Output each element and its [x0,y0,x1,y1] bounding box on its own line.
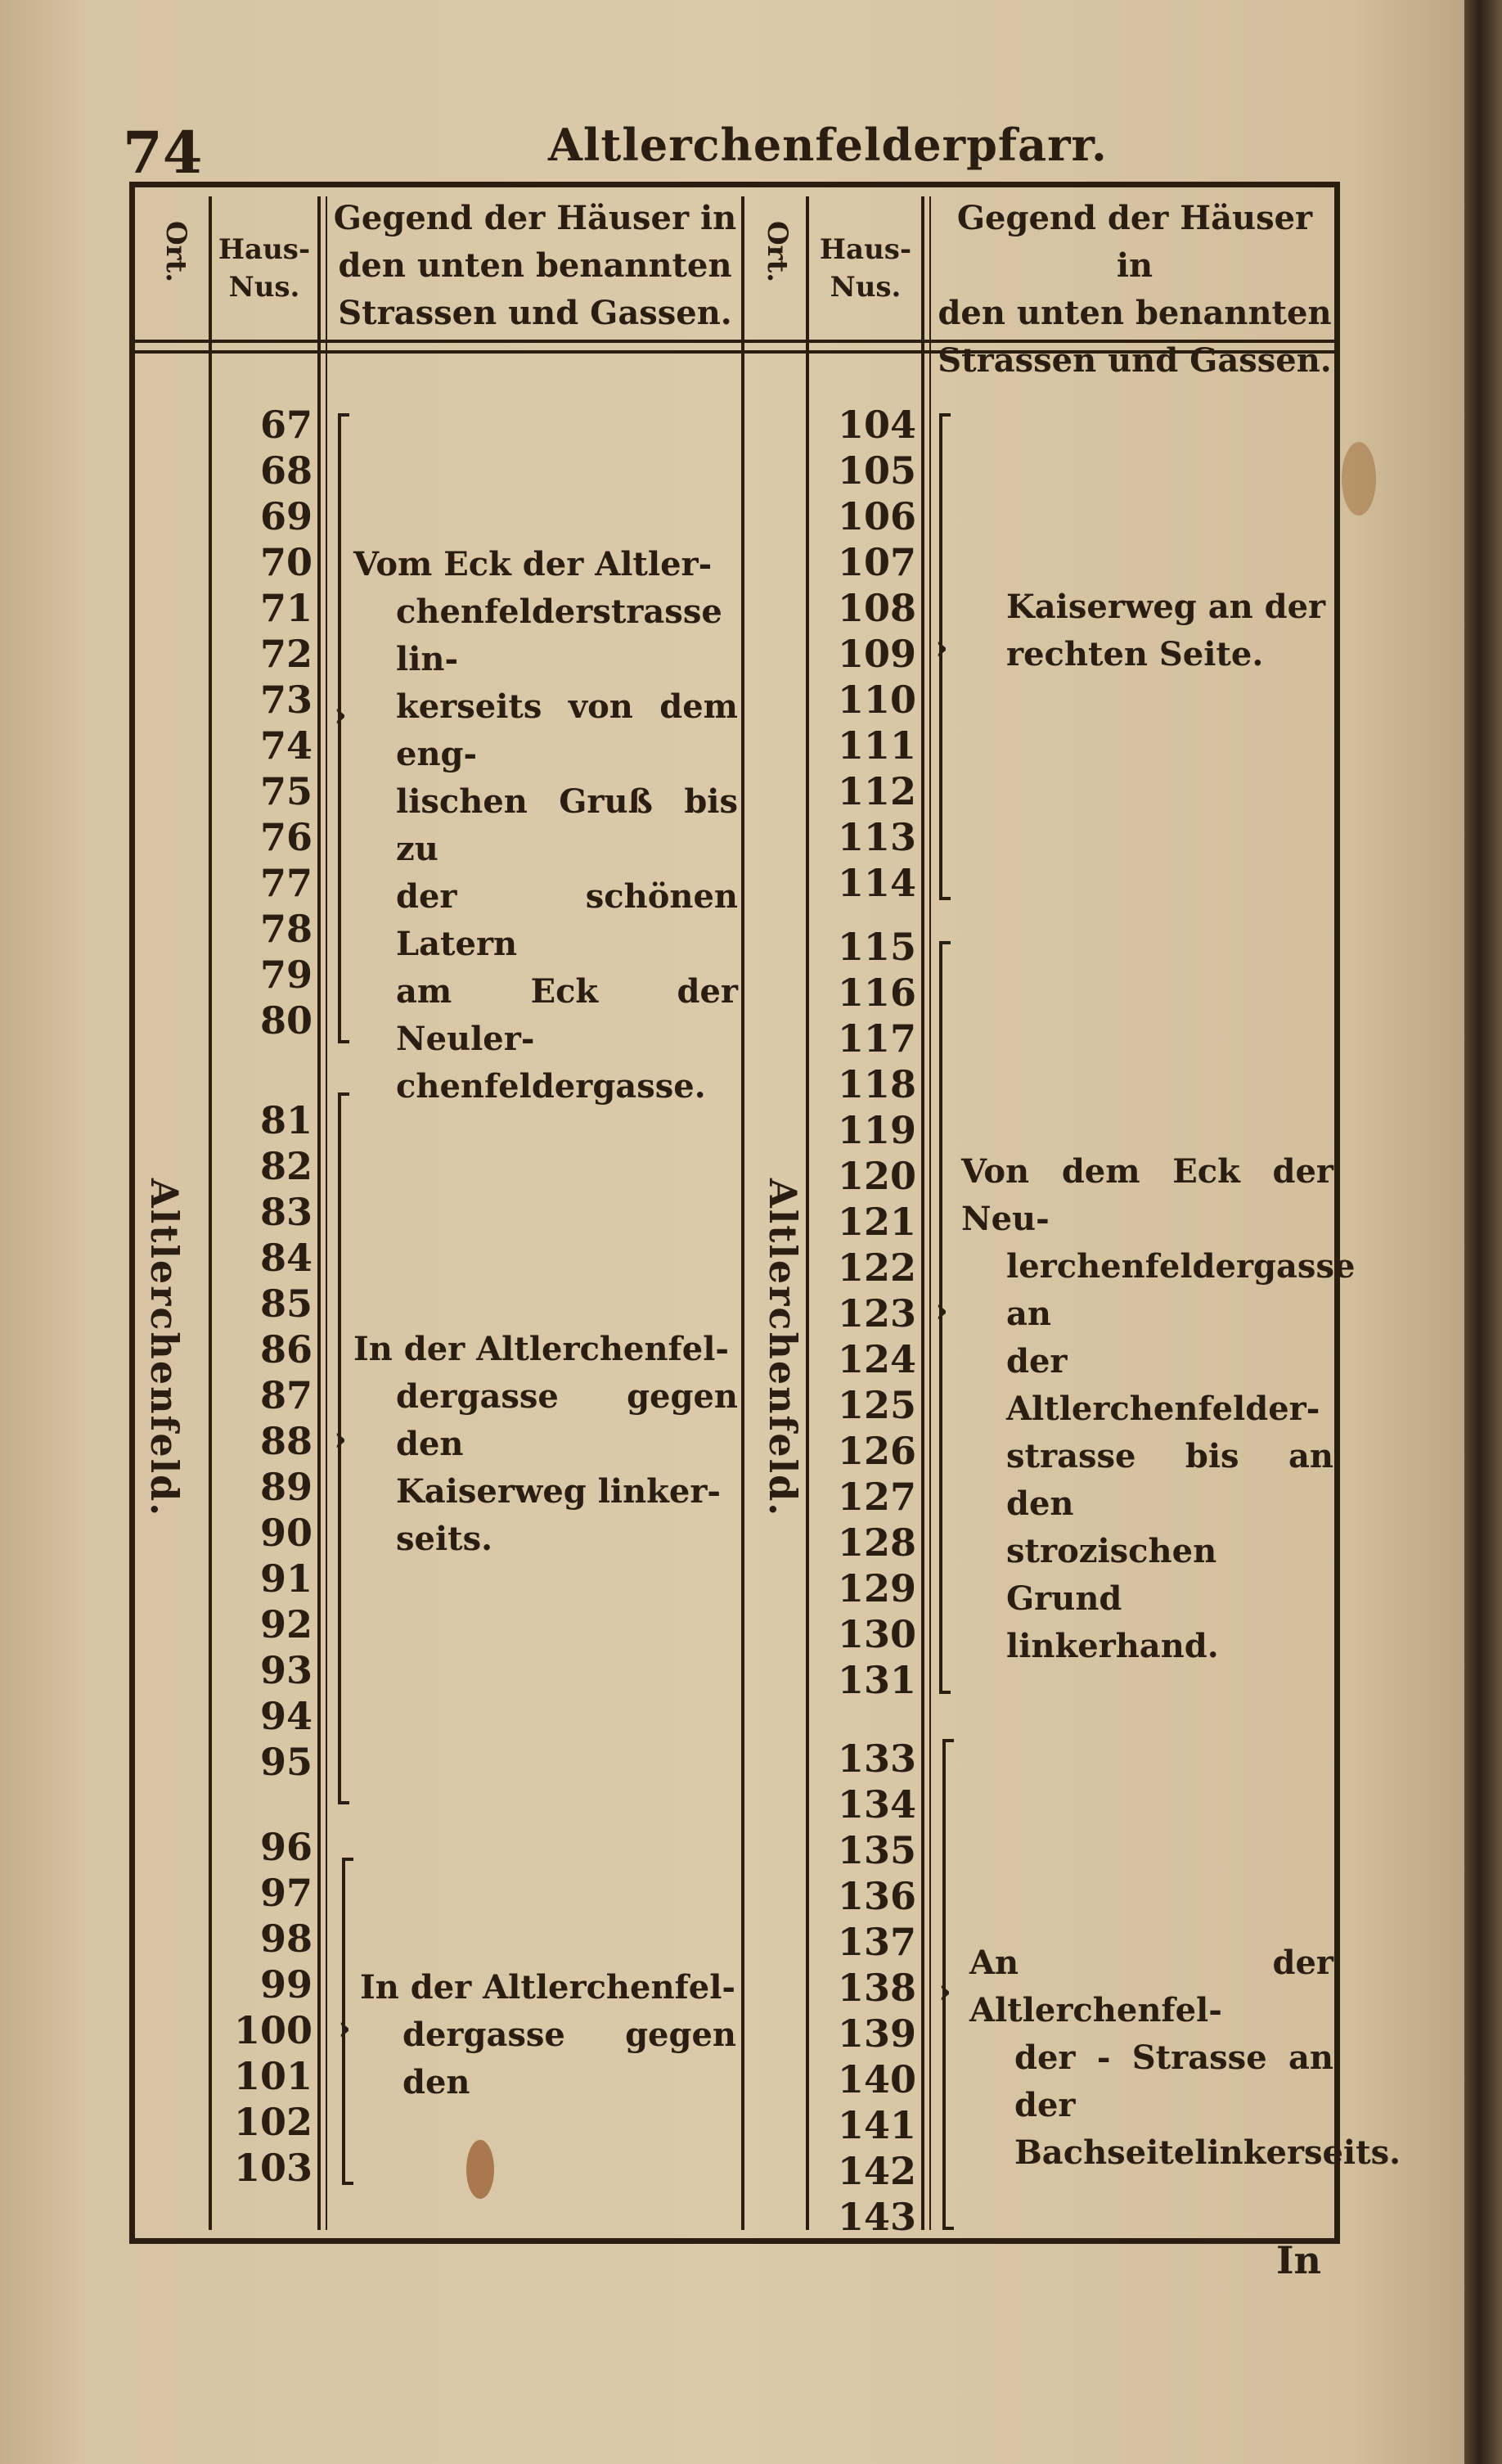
house-number-106: 106 [837,494,916,538]
house-number-143: 143 [837,2195,916,2239]
house-number-137: 137 [837,1920,916,1964]
house-number-139: 139 [837,2011,916,2056]
header-gegend-left [331,195,740,337]
house-number-67: 67 [259,403,313,447]
house-number-94: 94 [259,1694,313,1738]
house-number-140: 140 [837,2057,916,2101]
header-gegend-right [934,195,1335,385]
house-number-136: 136 [837,1874,916,1918]
desc-line: der schönen Latern [396,877,738,963]
brace-tip-left-3: › [338,2009,351,2047]
desc-line: Bachseitelinkerseits. [1014,2133,1401,2172]
house-number-101: 101 [233,2054,313,2098]
desc-line: In der Altlerchenfel- [360,1968,735,2007]
house-number-70: 70 [259,540,313,584]
desc-line: linkerhand. [1006,1627,1219,1665]
house-number-138: 138 [837,1966,916,2010]
house-number-114: 114 [837,861,916,905]
house-number-72: 72 [259,632,313,676]
col-divider-right-ort [806,196,809,2230]
house-number-110: 110 [837,678,916,722]
house-number-131: 131 [837,1658,916,1702]
house-number-104: 104 [837,403,916,447]
header-ort-left: Ort. [160,221,192,283]
house-number-91: 91 [259,1556,313,1601]
header-gegend-left-line3: Strassen und Gassen. [338,294,732,332]
house-number-79: 79 [259,953,313,997]
house-number-122: 122 [837,1246,916,1290]
house-number-73: 73 [259,678,313,722]
house-number-85: 85 [259,1282,313,1326]
house-number-109: 109 [837,632,916,676]
desc-line: lischen Gruß bis zu [396,782,738,868]
house-number-142: 142 [837,2149,916,2193]
house-number-134: 134 [837,1782,916,1827]
house-number-112: 112 [837,769,916,813]
desc-left-group-2 [353,1326,738,1563]
house-number-141: 141 [837,2103,916,2147]
desc-line: rechten Seite. [1006,635,1264,673]
desc-line: der Altlerchenfelder- [1006,1342,1320,1428]
brace-tip-left-1: › [334,696,347,734]
brace-tip-right-3: › [938,1972,951,2011]
desc-line: Kaiserweg an der [1006,588,1326,626]
header-nus-left-line1: Haus- [218,233,311,266]
house-number-95: 95 [259,1740,313,1784]
desc-left-group-3 [360,1964,736,2106]
house-number-120: 120 [837,1154,916,1198]
house-number-80: 80 [259,998,313,1043]
house-number-135: 135 [837,1828,916,1872]
house-number-126: 126 [837,1429,916,1473]
book-spine [1464,0,1502,2464]
desc-line: am Eck der Neuler- [396,972,738,1058]
col-divider-right-nus [921,196,924,2230]
house-number-103: 103 [233,2146,313,2190]
catchword: In [1276,2238,1321,2282]
house-number-111: 111 [837,723,916,768]
brace-tip-right-2: › [935,1291,948,1330]
col-divider-center [741,196,744,2230]
desc-line: dergasse gegen den [396,1377,738,1463]
desc-right-group-3 [969,1939,1401,2177]
house-number-74: 74 [259,723,313,768]
house-number-81: 81 [259,1098,313,1142]
header-nus-right-line2: Nus. [830,271,902,304]
house-number-89: 89 [259,1465,313,1509]
col-divider-left-nus-inner [326,196,327,2230]
house-number-97: 97 [259,1871,313,1915]
desc-line: strozischen Grund [1006,1532,1217,1618]
col-divider-left-ort [209,196,212,2230]
house-number-124: 124 [837,1337,916,1381]
desc-line: lerchenfeldergasse an [1006,1247,1356,1333]
house-number-75: 75 [259,769,313,813]
desc-line: chenfeldergasse. [396,1067,706,1106]
house-number-125: 125 [837,1383,916,1427]
desc-line: strasse bis an den [1006,1437,1333,1523]
house-number-107: 107 [837,540,916,584]
house-number-82: 82 [259,1144,313,1188]
page-number: 74 [123,119,203,187]
header-nus-left [214,231,314,306]
ink-stain-edge [1342,442,1376,516]
brace-tip-right-1: › [935,628,948,667]
desc-line: An der Altlerchenfel- [969,1944,1333,2029]
header-gegend-right-line2: den unten benannten [938,294,1332,332]
header-nus-left-line2: Nus. [228,271,300,304]
desc-line: chenfelderstrasse lin- [396,592,722,678]
desc-line: Vom Eck der Altler- [353,545,713,583]
house-number-100: 100 [233,2008,313,2052]
house-number-121: 121 [837,1200,916,1244]
house-number-117: 117 [837,1016,916,1061]
house-number-69: 69 [259,494,313,538]
header-gegend-right-line1: Gegend der Häuser in [956,199,1313,285]
house-number-98: 98 [259,1917,313,1961]
desc-right-group-2 [961,1148,1356,1670]
desc-line: kerseits von dem eng- [396,687,738,773]
house-number-99: 99 [259,1962,313,2007]
ort-right: Altlerchenfeld. [761,1178,805,1518]
col-divider-left-nus [317,196,321,2230]
desc-right-group-1 [1006,583,1333,678]
house-number-127: 127 [837,1475,916,1519]
desc-line: der - Strasse an der [1014,2038,1333,2124]
running-title: Altlerchenfelderpfarr. [548,119,1108,171]
house-number-108: 108 [837,586,916,630]
brace-tip-left-2: › [334,1420,347,1458]
house-number-86: 86 [259,1327,313,1372]
house-number-77: 77 [259,861,313,905]
house-number-116: 116 [837,971,916,1015]
house-number-133: 133 [837,1737,916,1781]
header-gegend-right-line3: Strassen und Gassen. [938,341,1332,380]
house-number-96: 96 [259,1825,313,1869]
house-number-76: 76 [259,815,313,859]
house-number-93: 93 [259,1648,313,1692]
house-number-92: 92 [259,1602,313,1646]
house-number-83: 83 [259,1190,313,1234]
house-number-118: 118 [837,1062,916,1106]
ort-left: Altlerchenfeld. [142,1178,187,1518]
house-number-105: 105 [837,448,916,493]
header-nus-right-line1: Haus- [819,233,912,266]
desc-line: Von dem Eck der Neu- [961,1152,1333,1238]
house-number-78: 78 [259,907,313,951]
house-number-102: 102 [233,2100,313,2144]
col-divider-right-nus-inner [929,196,931,2230]
desc-line: dergasse gegen den [402,2016,736,2101]
desc-left-group-1 [353,541,738,1110]
house-number-68: 68 [259,448,313,493]
desc-line: In der Altlerchenfel- [353,1330,729,1368]
desc-line: Kaiserweg linker- [396,1472,722,1511]
house-number-87: 87 [259,1373,313,1417]
header-ort-right: Ort. [761,221,794,283]
header-nus-right [812,231,920,306]
desc-line: seits. [396,1520,493,1558]
header-gegend-left-line2: den unten benannten [338,246,732,285]
house-number-88: 88 [259,1419,313,1463]
house-number-84: 84 [259,1236,313,1280]
house-number-115: 115 [837,925,916,969]
house-number-128: 128 [837,1520,916,1565]
house-number-71: 71 [259,586,313,630]
house-number-90: 90 [259,1511,313,1555]
house-number-129: 129 [837,1566,916,1610]
house-number-123: 123 [837,1291,916,1336]
house-number-119: 119 [837,1108,916,1152]
header-gegend-left-line1: Gegend der Häuser in [333,199,737,237]
house-number-130: 130 [837,1612,916,1656]
house-number-113: 113 [837,815,916,859]
